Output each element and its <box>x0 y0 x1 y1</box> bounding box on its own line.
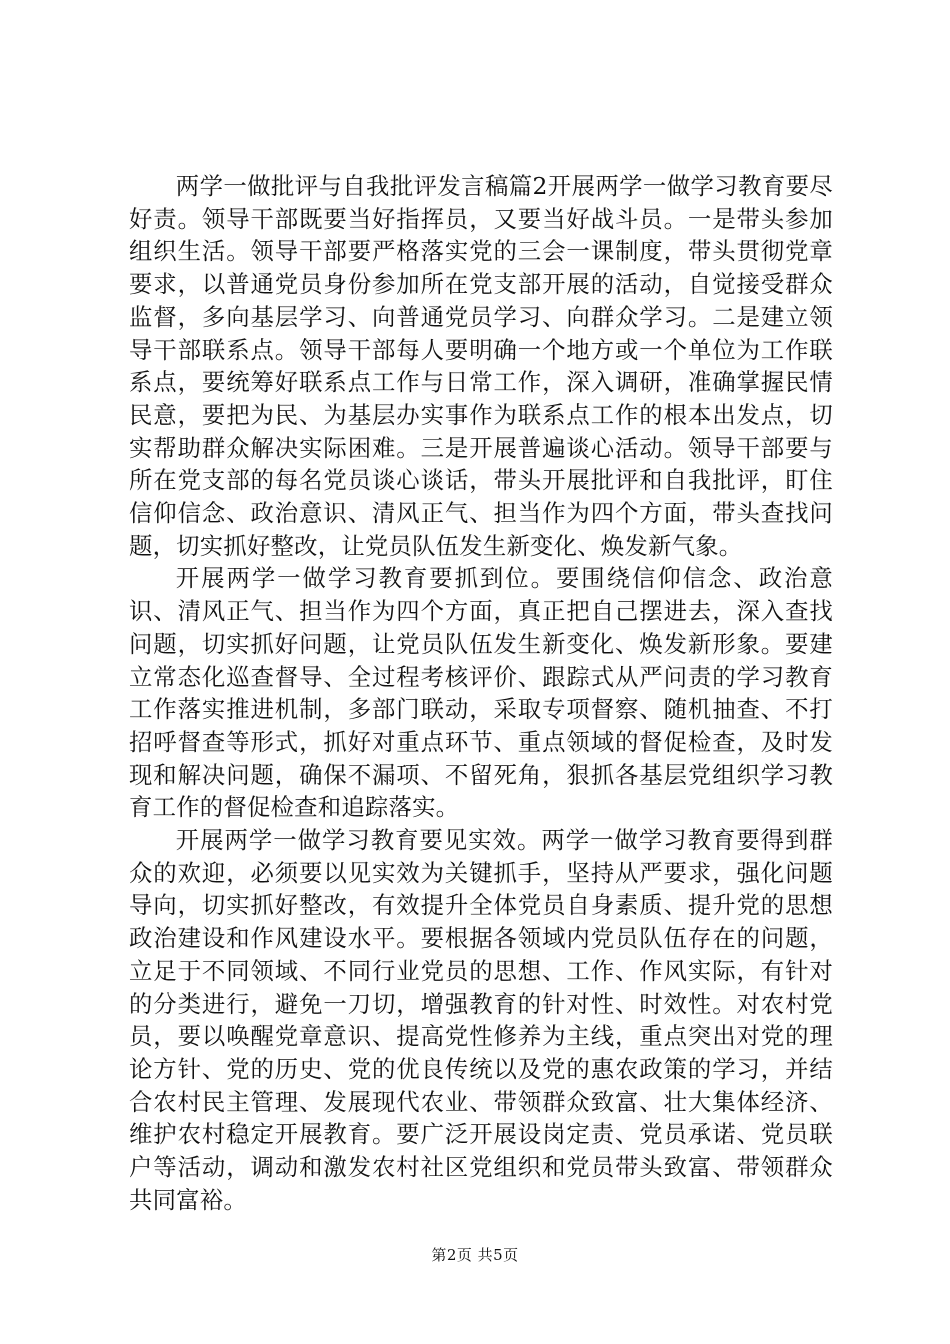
paragraph-2: 开展两学一做学习教育要抓到位。要围绕信仰信念、政治意识、清风正气、担当作为四个方面，真正把自己摆进去，深入查找问题，切实抓好问题，让党员队伍发生新变化、焕发新形象。要建立常态化巡查督导、全过程考核评价、跟踪式从严问责的学习教育工作落实推进机制，多部门联动，采取专项督察、随机抽查、不打招呼督查等形式，抓好对重点环节、重点领域的督促检查，及时发现和解决问题，确保不漏项、不留死角，狠抓各基层党组织学习教育工作的督促检查和追踪落实。 <box>129 564 833 822</box>
paragraph-3: 开展两学一做学习教育要见实效。两学一做学习教育要得到群众的欢迎，必须要以见实效为关键抓手，坚持从严要求，强化问题导向，切实抓好整改，有效提升全体党员自身素质、提升党的思想政治建设和作风建设水平。要根据各领域内党员队伍存在的问题，立足于不同领域、不同行业党员的思想、工作、作风实际，有针对的分类进行，避免一刀切，增强教育的针对性、时效性。对农村党员，要以唤醒党章意识、提高党性修养为主线，重点突出对党的理论方针、党的历史、党的优良传统以及党的惠农政策的学习，并结合农村民主管理、发展现代农业、带领群众致富、壮大集体经济、维护农村稳定开展教育。要广泛开展设岗定责、党员承诺、党员联户等活动，调动和激发农村社区党组织和党员带头致富、带领群众共同富裕。 <box>129 826 833 1214</box>
document-body <box>129 170 833 1217</box>
paragraph-1: 两学一做批评与自我批评发言稿篇2开展两学一做学习教育要尽好责。领导干部既要当好指挥员，又要当好战斗员。一是带头参加组织生活。领导干部要严格落实党的三会一课制度，带头贯彻党章要求，以普通党员身份参加所在党支部开展的活动，自觉接受群众监督，多向基层学习、向普通党员学习、向群众学习。二是建立领导干部联系点。领导干部每人要明确一个地方或一个单位为工作联系点，要统筹好联系点工作与日常工作，深入调研，准确掌握民情民意，要把为民、为基层办实事作为联系点工作的根本出发点，切实帮助群众解决实际困难。三是开展普遍谈心活动。领导干部要与所在党支部的每名党员谈心谈话，带头开展批评和自我批评，盯住信仰信念、政治意识、清风正气、担当作为四个方面，带头查找问题，切实抓好整改，让党员队伍发生新变化、焕发新气象。 <box>129 172 833 560</box>
page-number-footer: 第2页 共5页 <box>431 1246 519 1264</box>
